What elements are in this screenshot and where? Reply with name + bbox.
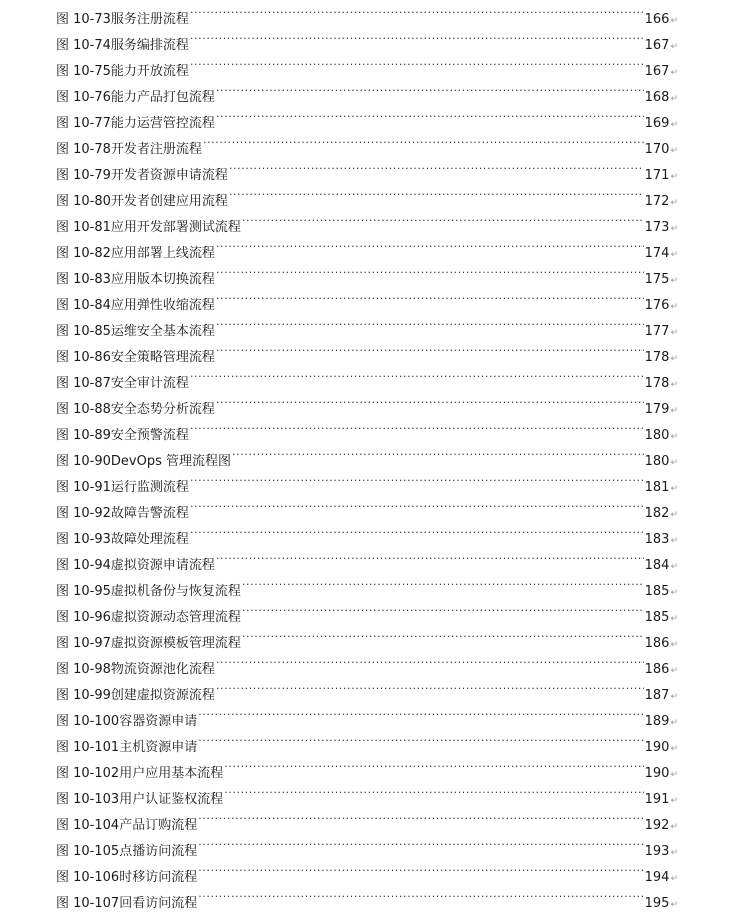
- dot-leader: [189, 361, 644, 387]
- page-number: 171: [644, 168, 670, 183]
- page-number: 184: [644, 558, 670, 573]
- paragraph-mark-icon: ↵: [670, 874, 678, 884]
- figure-label: 图 10-80: [56, 194, 111, 209]
- figure-title: 开发者资源申请流程: [110, 168, 228, 183]
- page-number: 186: [644, 662, 670, 677]
- page-number: 179: [644, 402, 670, 417]
- figure-title: 故障处理流程: [110, 532, 189, 547]
- figure-label: 图 10-102: [56, 766, 120, 781]
- page-number: 169: [644, 116, 670, 131]
- figure-title: 回看访问流程: [119, 896, 198, 911]
- paragraph-mark-icon: ↵: [670, 432, 678, 442]
- figure-label: 图 10-96: [56, 610, 111, 625]
- figure-label: 图 10-103: [56, 792, 120, 807]
- page-number: 178: [644, 350, 670, 365]
- figure-label: 图 10-81: [56, 220, 111, 235]
- dot-leader: [189, 491, 644, 517]
- figure-title: 虚拟资源模板管理流程: [110, 636, 241, 651]
- paragraph-mark-icon: ↵: [670, 380, 678, 390]
- figure-title: 应用版本切换流程: [110, 272, 215, 287]
- dot-leader: [215, 101, 644, 127]
- figure-title: 安全态势分析流程: [110, 402, 215, 417]
- paragraph-mark-icon: ↵: [670, 68, 678, 78]
- paragraph-mark-icon: ↵: [670, 588, 678, 598]
- dot-leader: [197, 881, 643, 907]
- page-number: 176: [644, 298, 670, 313]
- dot-leader: [197, 803, 643, 829]
- paragraph-mark-icon: ↵: [670, 146, 678, 156]
- page-number: 167: [644, 38, 670, 53]
- dot-leader: [189, 23, 644, 49]
- dot-leader: [189, 49, 644, 75]
- paragraph-mark-icon: ↵: [670, 562, 678, 572]
- figure-label: 图 10-75: [56, 64, 111, 79]
- paragraph-mark-icon: ↵: [670, 120, 678, 130]
- figure-label: 图 10-101: [56, 740, 120, 755]
- paragraph-mark-icon: ↵: [670, 458, 678, 468]
- figure-title: 用户应用基本流程: [119, 766, 224, 781]
- figure-label: 图 10-84: [56, 298, 111, 313]
- figure-title: 创建虚拟资源流程: [110, 688, 215, 703]
- paragraph-mark-icon: ↵: [670, 328, 678, 338]
- figure-label: 图 10-100: [56, 714, 120, 729]
- figure-label: 图 10-95: [56, 584, 111, 599]
- dot-leader: [228, 179, 644, 205]
- dot-leader: [241, 595, 644, 621]
- page-number: 190: [644, 740, 670, 755]
- dot-leader: [189, 517, 644, 543]
- figure-title: 容器资源申请: [119, 714, 198, 729]
- figure-title: 安全预警流程: [110, 428, 189, 443]
- dot-leader: [189, 413, 644, 439]
- figure-label: 图 10-86: [56, 350, 111, 365]
- paragraph-mark-icon: ↵: [670, 692, 678, 702]
- page-number: 173: [644, 220, 670, 235]
- dot-leader: [215, 231, 644, 257]
- figure-label: 图 10-92: [56, 506, 111, 521]
- figure-title: 运维安全基本流程: [110, 324, 215, 339]
- page-number: 182: [644, 506, 670, 521]
- page-number: 175: [644, 272, 670, 287]
- page-number: 168: [644, 90, 670, 105]
- figure-title: 虚拟资源动态管理流程: [110, 610, 241, 625]
- page-number: 194: [644, 870, 670, 885]
- page-number: 181: [644, 480, 670, 495]
- page-number: 190: [644, 766, 670, 781]
- figure-label: 图 10-88: [56, 402, 111, 417]
- paragraph-mark-icon: ↵: [670, 822, 678, 832]
- figure-title: 能力运营管控流程: [110, 116, 215, 131]
- figure-title: 能力产品打包流程: [110, 90, 215, 105]
- figure-title: 服务注册流程: [110, 12, 189, 27]
- dot-leader: [241, 621, 644, 647]
- figure-label: 图 10-89: [56, 428, 111, 443]
- paragraph-mark-icon: ↵: [670, 302, 678, 312]
- paragraph-mark-icon: ↵: [670, 770, 678, 780]
- page-number: 187: [644, 688, 670, 703]
- figure-title: 应用开发部署测试流程: [110, 220, 241, 235]
- figure-title: 安全策略管理流程: [110, 350, 215, 365]
- dot-leader: [241, 205, 644, 231]
- dot-leader: [215, 543, 644, 569]
- paragraph-mark-icon: ↵: [670, 484, 678, 494]
- figure-title: 主机资源申请: [119, 740, 198, 755]
- figure-label: 图 10-106: [56, 870, 120, 885]
- paragraph-mark-icon: ↵: [670, 172, 678, 182]
- figure-label: 图 10-79: [56, 168, 111, 183]
- page-number: 166: [644, 12, 670, 27]
- figure-title: 应用弹性收缩流程: [110, 298, 215, 313]
- dot-leader: [215, 647, 644, 673]
- page-number: 180: [644, 454, 670, 469]
- dot-leader: [215, 257, 644, 283]
- paragraph-mark-icon: ↵: [670, 406, 678, 416]
- figure-title: 物流资源池化流程: [110, 662, 215, 677]
- page-number: 185: [644, 610, 670, 625]
- paragraph-mark-icon: ↵: [670, 718, 678, 728]
- figure-label: 图 10-105: [56, 844, 120, 859]
- figure-title: DevOps 管理流程图: [110, 454, 232, 469]
- page-number: 167: [644, 64, 670, 79]
- dot-leader: [228, 153, 644, 179]
- paragraph-mark-icon: ↵: [670, 640, 678, 650]
- page-number: 170: [644, 142, 670, 157]
- figure-label: 图 10-77: [56, 116, 111, 131]
- toc-entry[interactable]: [56, 0, 678, 27]
- figure-label: 图 10-94: [56, 558, 111, 573]
- dot-leader: [223, 751, 643, 777]
- dot-leader: [231, 439, 644, 465]
- figure-title: 能力开放流程: [110, 64, 189, 79]
- page-number: 172: [644, 194, 670, 209]
- figure-label: 图 10-85: [56, 324, 111, 339]
- dot-leader: [197, 829, 643, 855]
- figure-label: 图 10-78: [56, 142, 111, 157]
- figure-label: 图 10-90: [56, 454, 111, 469]
- figure-title: 开发者创建应用流程: [110, 194, 228, 209]
- page-number: 186: [644, 636, 670, 651]
- page-number: 174: [644, 246, 670, 261]
- figure-title: 故障告警流程: [110, 506, 189, 521]
- figure-title: 用户认证鉴权流程: [119, 792, 224, 807]
- paragraph-mark-icon: ↵: [670, 354, 678, 364]
- figure-label: 图 10-104: [56, 818, 120, 833]
- paragraph-mark-icon: ↵: [670, 614, 678, 624]
- figure-title: 虚拟机备份与恢复流程: [110, 584, 241, 599]
- figure-label: 图 10-107: [56, 896, 120, 911]
- figure-title: 安全审计流程: [110, 376, 189, 391]
- page-number: 178: [644, 376, 670, 391]
- paragraph-mark-icon: ↵: [670, 536, 678, 546]
- page-number: 189: [644, 714, 670, 729]
- dot-leader: [215, 309, 644, 335]
- paragraph-mark-icon: ↵: [670, 666, 678, 676]
- dot-leader: [189, 465, 644, 491]
- dot-leader: [215, 335, 644, 361]
- dot-leader: [215, 75, 644, 101]
- paragraph-mark-icon: ↵: [670, 900, 678, 910]
- paragraph-mark-icon: ↵: [670, 198, 678, 208]
- figure-label: 图 10-87: [56, 376, 111, 391]
- page-number: 193: [644, 844, 670, 859]
- paragraph-mark-icon: ↵: [670, 94, 678, 104]
- paragraph-mark-icon: ↵: [670, 510, 678, 520]
- figure-title: 开发者注册流程: [110, 142, 202, 157]
- page-number: 185: [644, 584, 670, 599]
- figure-title: 点播访问流程: [119, 844, 198, 859]
- figure-title: 时移访问流程: [119, 870, 198, 885]
- paragraph-mark-icon: ↵: [670, 250, 678, 260]
- paragraph-mark-icon: ↵: [670, 42, 678, 52]
- figure-label: 图 10-93: [56, 532, 111, 547]
- paragraph-mark-icon: ↵: [670, 16, 678, 26]
- figure-label: 图 10-97: [56, 636, 111, 651]
- dot-leader: [197, 699, 643, 725]
- dot-leader: [215, 673, 644, 699]
- paragraph-mark-icon: ↵: [670, 276, 678, 286]
- dot-leader: [215, 283, 644, 309]
- dot-leader: [215, 387, 644, 413]
- figure-label: 图 10-98: [56, 662, 111, 677]
- page-number: 180: [644, 428, 670, 443]
- dot-leader: [223, 777, 643, 803]
- figure-title: 运行监测流程: [110, 480, 189, 495]
- paragraph-mark-icon: ↵: [670, 848, 678, 858]
- figure-title: 服务编排流程: [110, 38, 189, 53]
- dot-leader: [202, 127, 644, 153]
- figure-label: 图 10-91: [56, 480, 111, 495]
- figure-toc-list: [56, 0, 678, 911]
- figure-title: 虚拟资源申请流程: [110, 558, 215, 573]
- paragraph-mark-icon: ↵: [670, 744, 678, 754]
- figure-label: 图 10-76: [56, 90, 111, 105]
- figure-title: 产品订购流程: [119, 818, 198, 833]
- dot-leader: [197, 855, 643, 881]
- page-number: 195: [644, 896, 670, 911]
- figure-title: 应用部署上线流程: [110, 246, 215, 261]
- page-number: 192: [644, 818, 670, 833]
- dot-leader: [241, 569, 644, 595]
- page-number: 183: [644, 532, 670, 547]
- paragraph-mark-icon: ↵: [670, 796, 678, 806]
- figure-label: 图 10-83: [56, 272, 111, 287]
- page-number: 191: [644, 792, 670, 807]
- dot-leader: [189, 0, 644, 23]
- figure-label: 图 10-82: [56, 246, 111, 261]
- dot-leader: [197, 725, 643, 751]
- figure-label: 图 10-74: [56, 38, 111, 53]
- figure-label: 图 10-73: [56, 12, 111, 27]
- page-number: 177: [644, 324, 670, 339]
- paragraph-mark-icon: ↵: [670, 224, 678, 234]
- figure-label: 图 10-99: [56, 688, 111, 703]
